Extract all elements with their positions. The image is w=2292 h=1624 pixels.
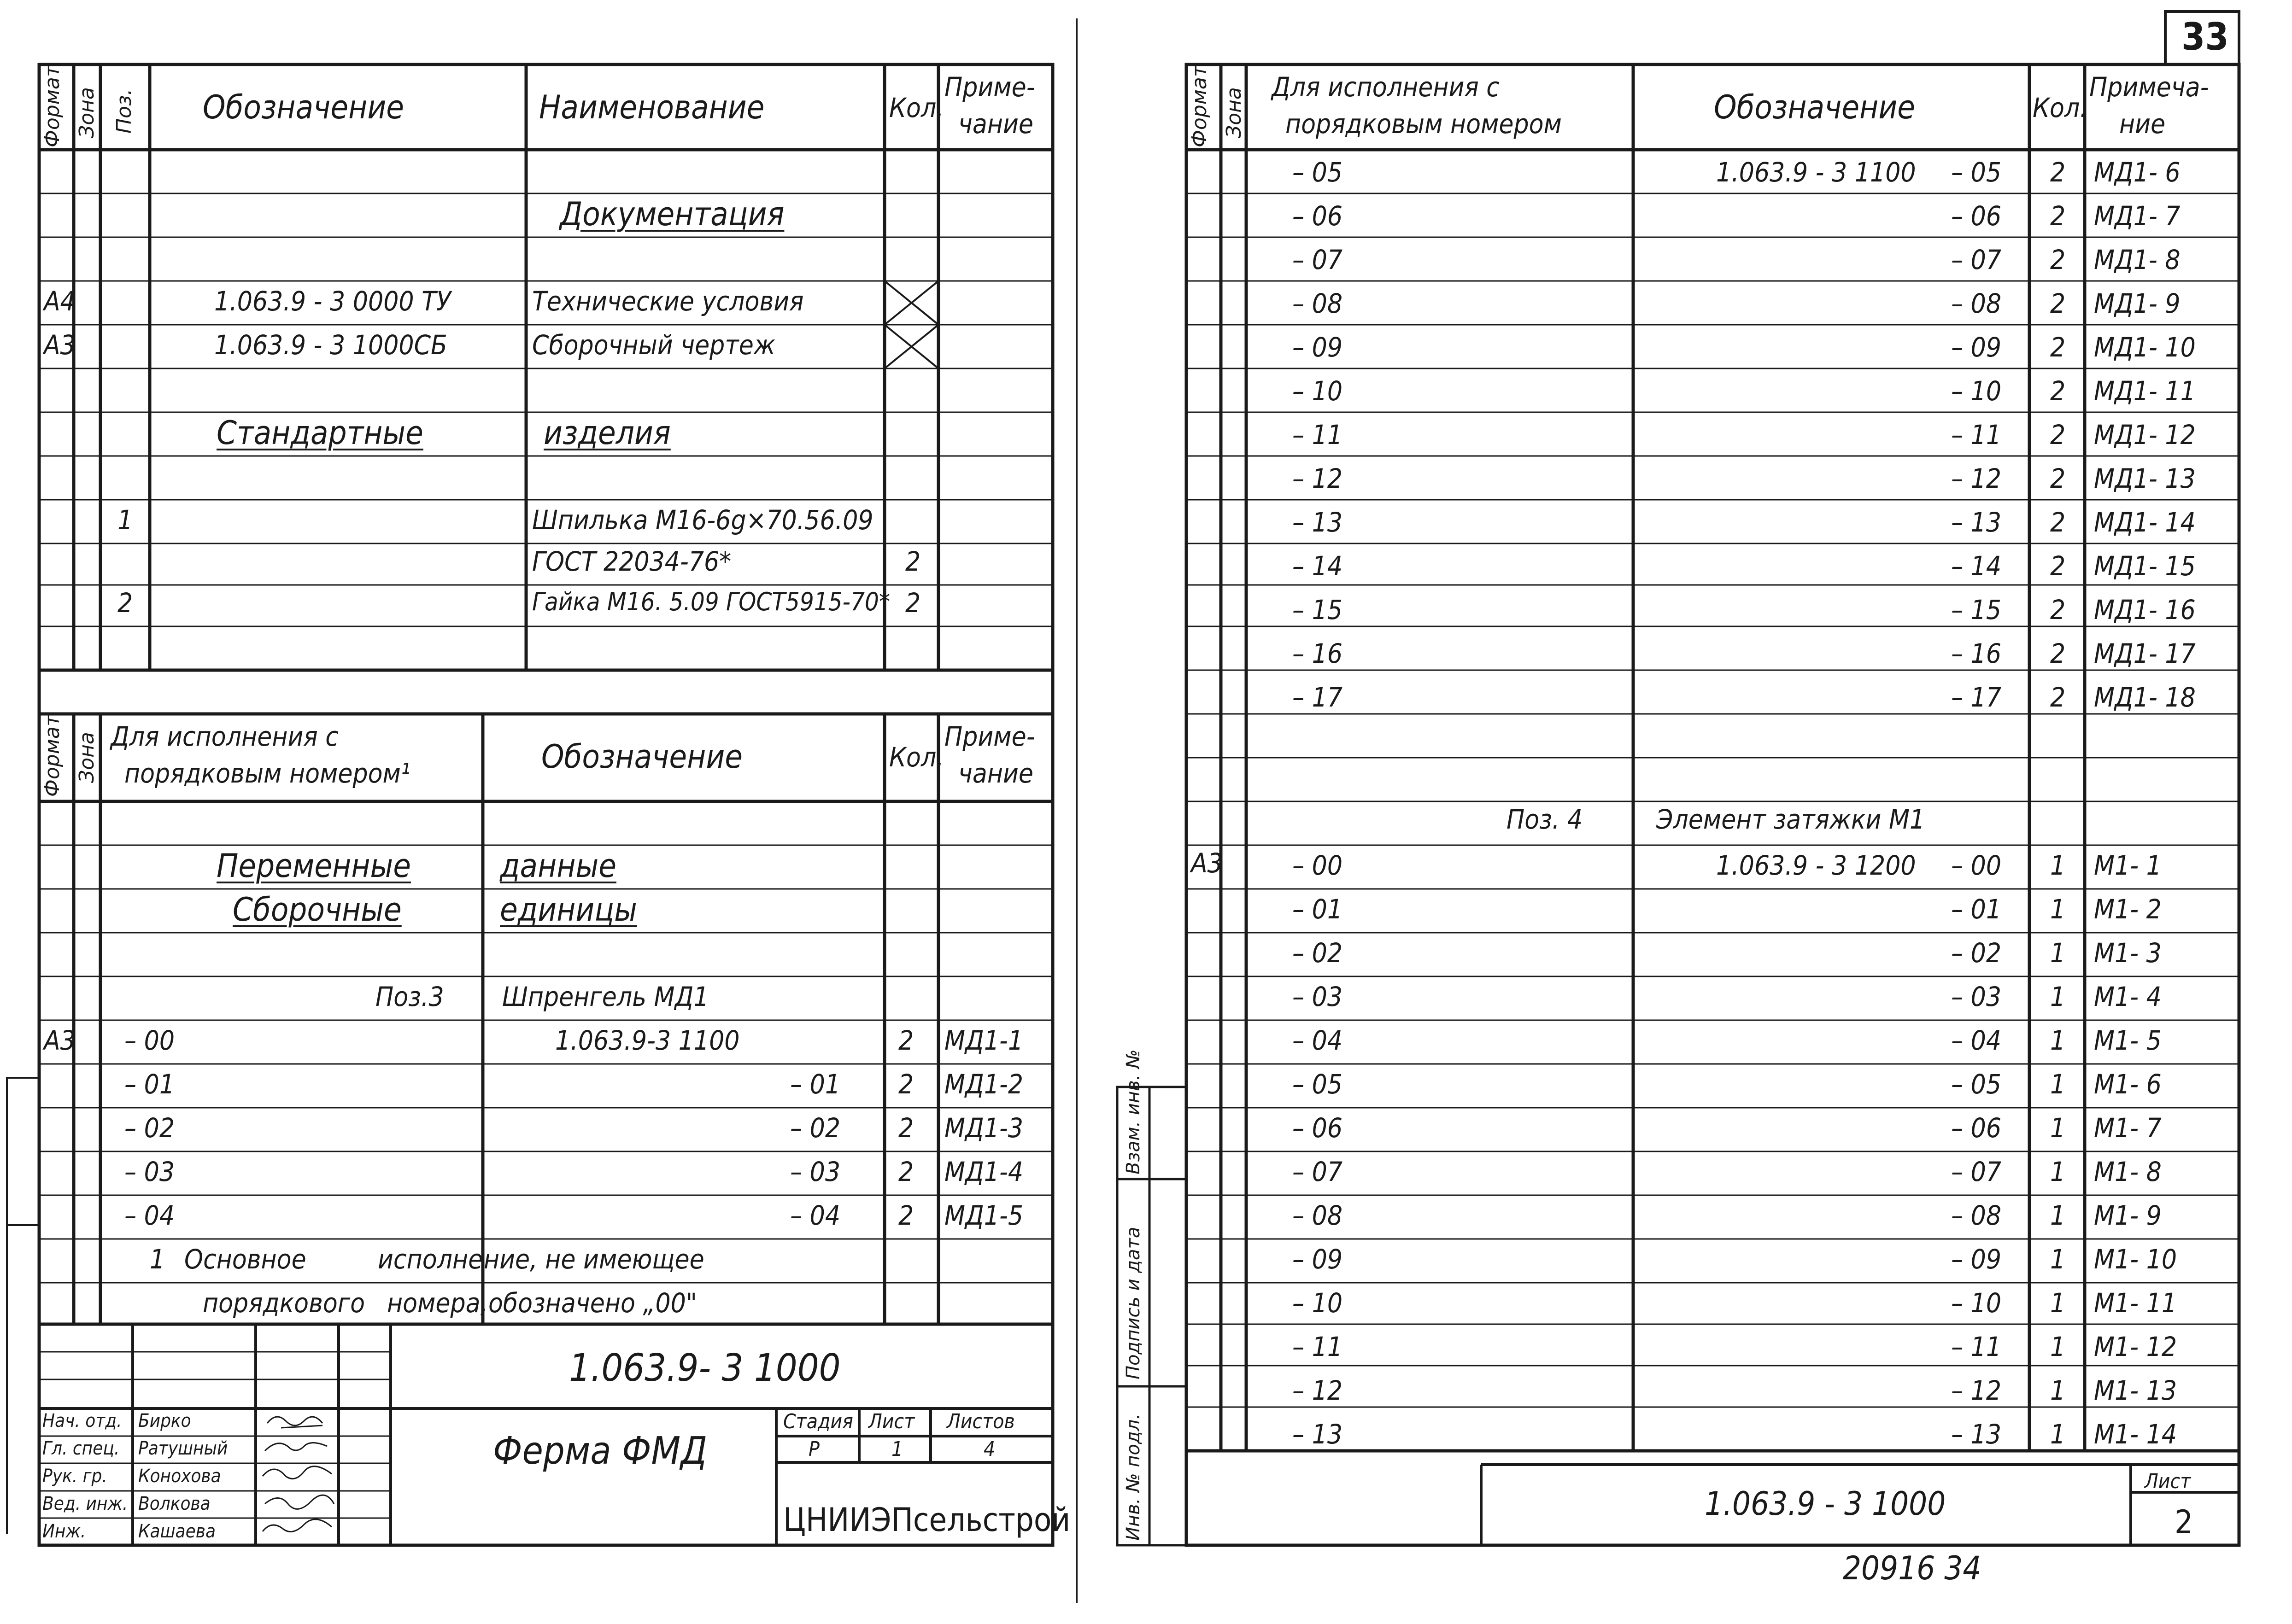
var-suffix-4: – 03 <box>790 1156 841 1187</box>
md1-row-suffix: – 14 <box>1951 550 2002 582</box>
title-block-sheet-label: Лист <box>868 1410 915 1433</box>
footnote-text-f: обозначено „00" <box>488 1287 697 1319</box>
m1-row-suffix: – 10 <box>1951 1287 2002 1319</box>
md1-row-note: МД1- 9 <box>2094 288 2181 319</box>
var-qty-1: 2 <box>898 1025 914 1056</box>
var-qty-2: 2 <box>898 1069 914 1100</box>
md1-row-note: МД1- 6 <box>2094 157 2181 188</box>
r-footer-sheet-label: Лист <box>2145 1470 2191 1493</box>
var-suffix-3: – 02 <box>790 1112 841 1144</box>
std-pos-1: 1 <box>117 504 133 536</box>
var-exec-3: – 02 <box>124 1112 175 1144</box>
m1-row-exec: – 00 <box>1292 850 1343 881</box>
pos3-name: Шпренгель МД1 <box>502 981 709 1012</box>
m1-row-qty: 1 <box>2050 1287 2066 1319</box>
m1-row-exec: – 10 <box>1292 1287 1343 1319</box>
section-variable-right: данные <box>500 847 616 885</box>
var-format-1: А3 <box>44 1025 76 1056</box>
md1-row-exec: – 05 <box>1292 157 1343 188</box>
role-3: Рук. гр. <box>42 1466 107 1487</box>
var-exec-1: – 00 <box>124 1025 175 1056</box>
m1-row-exec: – 09 <box>1292 1244 1343 1275</box>
var-note-2: МД1-2 <box>944 1069 1024 1100</box>
doc-name-1: Технические условия <box>532 286 804 317</box>
section-assembly-right: единицы <box>500 891 637 929</box>
r-col-header-note-2: ние <box>2119 108 2166 140</box>
m1-row-suffix: – 09 <box>1951 1244 2002 1275</box>
md1-row-exec: – 15 <box>1292 594 1343 625</box>
var-note-4: МД1-4 <box>944 1156 1024 1187</box>
title-block-sheets-label: Листов <box>947 1410 1015 1433</box>
m1-row-exec: – 11 <box>1292 1331 1343 1362</box>
md1-row-exec: – 17 <box>1292 682 1343 713</box>
m1-row-suffix: – 12 <box>1951 1375 2002 1406</box>
doc-format-2: А3 <box>44 329 76 361</box>
m1-row-qty: 1 <box>2050 1331 2066 1362</box>
md1-row-exec: – 11 <box>1292 419 1343 450</box>
md1-row-suffix: – 10 <box>1951 375 2002 407</box>
m1-row-exec: – 01 <box>1292 894 1343 925</box>
title-block-doc-code: 1.063.9- 3 1000 <box>569 1346 841 1390</box>
role-2: Гл. спец. <box>42 1438 120 1459</box>
m1-row-suffix: – 04 <box>1951 1025 2002 1056</box>
m1-row-note: М1- 6 <box>2094 1069 2162 1100</box>
m1-row-qty: 1 <box>2050 1244 2066 1275</box>
footnote-text-a: Основное <box>184 1244 306 1275</box>
col-header-exec-2: порядковым номером¹ <box>124 758 410 789</box>
m1-row-note: М1- 12 <box>2094 1331 2177 1362</box>
md1-row-suffix: – 12 <box>1951 463 2002 494</box>
md1-row-note: МД1- 13 <box>2094 463 2196 494</box>
doc-name-2: Сборочный чертеж <box>532 329 775 361</box>
m1-row-qty: 1 <box>2050 1156 2066 1187</box>
md1-row-qty: 2 <box>2050 157 2066 188</box>
md1-row-qty: 2 <box>2050 375 2066 407</box>
col-header-note-2b: чание <box>958 758 1033 789</box>
m1-row-suffix: – 03 <box>1951 981 2002 1012</box>
md1-row-note: МД1- 14 <box>2094 507 2196 538</box>
m1-row-note: М1- 13 <box>2094 1375 2177 1406</box>
var-suffix-2: – 01 <box>790 1069 841 1100</box>
m1-row-qty: 1 <box>2050 981 2066 1012</box>
m1-row-exec: – 12 <box>1292 1375 1343 1406</box>
md1-row-note: МД1- 17 <box>2094 638 2196 669</box>
m1-row-exec: – 02 <box>1292 937 1343 969</box>
signatures <box>258 1409 339 1545</box>
m1-row-note: М1- 2 <box>2094 894 2162 925</box>
std-name-3: Гайка М16. 5.09 ГОСТ5915-70* <box>532 587 891 616</box>
m1-row-suffix: – 02 <box>1951 937 2002 969</box>
md1-row-note: МД1- 15 <box>2094 550 2196 582</box>
title-block-title: Ферма ФМД <box>493 1429 707 1473</box>
md1-row-note: МД1- 10 <box>2094 332 2196 363</box>
m1-row-note: М1- 11 <box>2094 1287 2177 1319</box>
pos3-label: Поз.3 <box>375 981 444 1012</box>
m1-row-exec: – 04 <box>1292 1025 1343 1056</box>
title-block-stage: Р <box>809 1437 820 1461</box>
md1-row-qty: 2 <box>2050 638 2066 669</box>
title-block-stage-label: Стадия <box>783 1410 853 1433</box>
r-col-header-qty: Кол. <box>2033 92 2087 123</box>
section-documentation: Документация <box>560 195 785 233</box>
footnote-text-e: номера, <box>387 1287 488 1319</box>
m1-row-suffix: – 13 <box>1951 1419 2002 1450</box>
role-name-2: Ратушный <box>138 1438 228 1459</box>
m1-row-qty: 1 <box>2050 1419 2066 1450</box>
r-col-header-zone: Зона <box>1222 87 1246 138</box>
std-qty-3: 2 <box>905 587 921 619</box>
r-col-header-exec-2: порядковым номером <box>1285 108 1562 140</box>
md1-row-suffix: – 13 <box>1951 507 2002 538</box>
md1-row-exec: – 14 <box>1292 550 1343 582</box>
md1-row-suffix: – 15 <box>1951 594 2002 625</box>
stamp-inv-dup: Взам. инв. № <box>1123 1049 1144 1174</box>
col-header-designation-2: Обозначение <box>541 738 743 776</box>
std-name-2: ГОСТ 22034-76* <box>532 546 732 577</box>
md1-row-suffix: – 17 <box>1951 682 2002 713</box>
role-name-4: Волкова <box>138 1493 211 1514</box>
md1-row-qty: 2 <box>2050 463 2066 494</box>
md1-row-exec: – 16 <box>1292 638 1343 669</box>
section-assembly-left: Сборочные <box>233 891 402 929</box>
var-exec-4: – 03 <box>124 1156 175 1187</box>
m1-row-exec: – 08 <box>1292 1200 1343 1231</box>
m1-row-note: М1- 10 <box>2094 1244 2177 1275</box>
var-note-3: МД1-3 <box>944 1112 1024 1144</box>
m1-row-exec: – 07 <box>1292 1156 1343 1187</box>
var-designation-1: 1.063.9-3 1100 <box>555 1025 740 1056</box>
md1-row-suffix: – 07 <box>1951 244 2002 275</box>
md1-row-qty: 2 <box>2050 244 2066 275</box>
m1-row-suffix: – 11 <box>1951 1331 2002 1362</box>
m1-row-suffix: – 05 <box>1951 1069 2002 1100</box>
role-name-1: Бирко <box>138 1410 191 1431</box>
col-header-exec-1: Для исполнения с <box>111 721 339 752</box>
col-header-designation: Обозначение <box>203 88 404 126</box>
m1-row-qty: 1 <box>2050 1375 2066 1406</box>
section-standard-left: Стандартные <box>217 414 423 452</box>
pos4-label: Поз. 4 <box>1507 804 1583 835</box>
md1-row-note: МД1- 11 <box>2094 375 2196 407</box>
doc-designation-1: 1.063.9 - 3 0000 ТУ <box>214 286 451 317</box>
title-block-sheets: 4 <box>984 1437 996 1461</box>
m1-row-designation: 1.063.9 - 3 1200 <box>1716 850 1916 881</box>
col-header-note-1b: Приме- <box>944 721 1035 752</box>
m1-row-note: М1- 9 <box>2094 1200 2162 1231</box>
var-qty-4: 2 <box>898 1156 914 1187</box>
md1-row-designation: 1.063.9 - 3 1100 <box>1716 157 1916 188</box>
footnote-text-b: исполне <box>378 1244 483 1275</box>
doc-format-1: А4 <box>44 286 76 317</box>
col-header-pos: Поз. <box>112 88 136 134</box>
m1-row-exec: – 06 <box>1292 1112 1343 1144</box>
std-qty-2: 2 <box>905 546 921 577</box>
role-5: Инж. <box>42 1521 86 1542</box>
m1-row-qty: 1 <box>2050 850 2066 881</box>
footnote-number: 1 <box>150 1244 165 1275</box>
md1-row-qty: 2 <box>2050 332 2066 363</box>
col-header-qty-2: Кол. <box>889 742 944 773</box>
r-col-header-exec-1: Для исполнения с <box>1272 71 1500 103</box>
md1-row-note: МД1- 8 <box>2094 244 2181 275</box>
col-header-qty: Кол. <box>889 92 944 123</box>
stamp-sign-date: Подпись и дата <box>1123 1227 1144 1379</box>
stamp-inv-orig: Инв. № подл. <box>1123 1414 1144 1541</box>
role-name-3: Конохова <box>138 1466 221 1487</box>
col-header-zone: Зона <box>75 87 99 138</box>
var-exec-2: – 01 <box>124 1069 175 1100</box>
md1-row-exec: – 10 <box>1292 375 1343 407</box>
m1-row-qty: 1 <box>2050 1069 2066 1100</box>
archive-number: 20916 34 <box>1843 1549 1981 1587</box>
section-standard-right: изделия <box>544 414 671 452</box>
m1-row-note: М1- 3 <box>2094 937 2162 969</box>
md1-row-suffix: – 06 <box>1951 200 2002 232</box>
m1-row-note: М1- 14 <box>2094 1419 2177 1450</box>
m1-row-suffix: – 07 <box>1951 1156 2002 1187</box>
role-4: Вед. инж. <box>42 1493 128 1514</box>
m1-row-qty: 1 <box>2050 894 2066 925</box>
std-pos-3: 2 <box>117 587 133 619</box>
md1-row-qty: 2 <box>2050 507 2066 538</box>
page-number: 33 <box>2181 15 2229 59</box>
m1-row-suffix: – 01 <box>1951 894 2002 925</box>
var-qty-3: 2 <box>898 1112 914 1144</box>
r-footer-sheet: 2 <box>2175 1503 2193 1541</box>
m1-row-suffix: – 08 <box>1951 1200 2002 1231</box>
md1-row-suffix: – 08 <box>1951 288 2002 319</box>
col-header-note-2: чание <box>958 108 1033 140</box>
m1-row-exec: – 13 <box>1292 1419 1343 1450</box>
var-qty-5: 2 <box>898 1200 914 1231</box>
r-col-header-note-1: Примеча- <box>2089 71 2209 103</box>
m1-row-note: М1- 4 <box>2094 981 2162 1012</box>
md1-row-qty: 2 <box>2050 682 2066 713</box>
md1-row-exec: – 06 <box>1292 200 1343 232</box>
md1-row-exec: – 12 <box>1292 463 1343 494</box>
var-note-5: МД1-5 <box>944 1200 1024 1231</box>
col-header-zone-2: Зона <box>75 732 99 783</box>
m1-row-note: М1- 8 <box>2094 1156 2162 1187</box>
col-header-format-2: Формат <box>41 714 64 797</box>
m1-row-exec: – 03 <box>1292 981 1343 1012</box>
section-variable-left: Переменные <box>217 847 411 885</box>
r-format-b: А3 <box>1191 847 1223 879</box>
role-name-5: Кашаева <box>138 1521 216 1542</box>
m1-row-suffix: – 06 <box>1951 1112 2002 1144</box>
r-footer-doc-code: 1.063.9 - 3 1000 <box>1705 1485 1946 1523</box>
m1-row-note: М1- 7 <box>2094 1112 2162 1144</box>
m1-row-note: М1- 5 <box>2094 1025 2162 1056</box>
m1-row-qty: 1 <box>2050 1025 2066 1056</box>
md1-row-suffix: – 16 <box>1951 638 2002 669</box>
r-col-header-designation: Обозначение <box>1714 88 1916 126</box>
md1-row-note: МД1- 7 <box>2094 200 2181 232</box>
var-exec-5: – 04 <box>124 1200 175 1231</box>
md1-row-exec: – 07 <box>1292 244 1343 275</box>
col-header-note-1: Приме- <box>944 71 1035 103</box>
footnote-text-d: порядкового <box>203 1287 365 1319</box>
title-block-sheet: 1 <box>891 1437 903 1461</box>
md1-row-suffix: – 05 <box>1951 157 2002 188</box>
col-header-name: Наименование <box>539 88 765 126</box>
m1-row-qty: 1 <box>2050 1112 2066 1144</box>
md1-row-qty: 2 <box>2050 200 2066 232</box>
role-1: Нач. отд. <box>42 1410 122 1431</box>
md1-row-qty: 2 <box>2050 419 2066 450</box>
title-block-org: ЦНИИЭПсельстрой <box>783 1501 1071 1539</box>
md1-row-note: МД1- 16 <box>2094 594 2196 625</box>
doc-designation-2: 1.063.9 - 3 1000СБ <box>214 329 447 361</box>
footnote-text-c: ние, не имеющее <box>484 1244 704 1275</box>
md1-row-exec: – 13 <box>1292 507 1343 538</box>
md1-row-note: МД1- 18 <box>2094 682 2196 713</box>
md1-row-suffix: – 11 <box>1951 419 2002 450</box>
md1-row-qty: 2 <box>2050 288 2066 319</box>
md1-row-note: МД1- 12 <box>2094 419 2196 450</box>
var-note-1: МД1-1 <box>944 1025 1024 1056</box>
m1-row-suffix: – 00 <box>1951 850 2002 881</box>
var-suffix-5: – 04 <box>790 1200 841 1231</box>
std-name-1: Шпилька М16-6g×70.56.09 <box>532 504 873 536</box>
m1-row-exec: – 05 <box>1292 1069 1343 1100</box>
md1-row-qty: 2 <box>2050 594 2066 625</box>
m1-row-note: М1- 1 <box>2094 850 2162 881</box>
col-header-format: Формат <box>41 65 64 147</box>
md1-row-exec: – 08 <box>1292 288 1343 319</box>
md1-row-exec: – 09 <box>1292 332 1343 363</box>
pos4-name: Элемент затяжки М1 <box>1656 804 1925 835</box>
m1-row-qty: 1 <box>2050 937 2066 969</box>
m1-row-qty: 1 <box>2050 1200 2066 1231</box>
r-col-header-format: Формат <box>1188 65 1211 147</box>
md1-row-qty: 2 <box>2050 550 2066 582</box>
md1-row-suffix: – 09 <box>1951 332 2002 363</box>
